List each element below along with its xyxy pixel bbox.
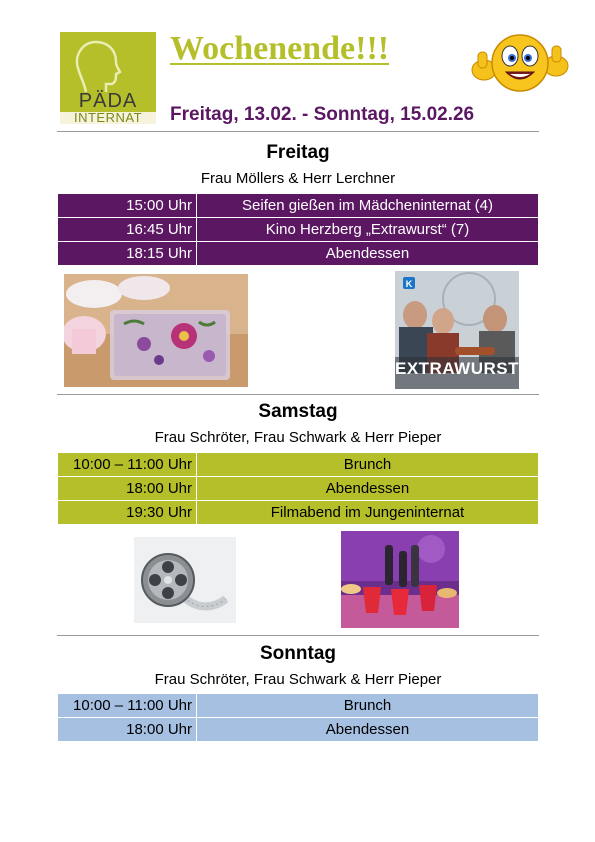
table-row bbox=[58, 218, 539, 242]
day-title-freitag: Freitag bbox=[266, 142, 330, 163]
soap-photo bbox=[64, 274, 248, 387]
time-cell: 18:00 Uhr bbox=[58, 477, 197, 501]
time-cell: 10:00 – 11:00 Uhr bbox=[58, 453, 197, 477]
thumbs-up-smiley-icon bbox=[470, 30, 570, 96]
divider bbox=[57, 131, 539, 132]
table-row bbox=[58, 718, 539, 742]
activity-cell: Abendessen bbox=[197, 477, 539, 501]
table-row bbox=[58, 477, 539, 501]
date-range: Freitag, 13.02. - Sonntag, 15.02.26 bbox=[170, 104, 475, 125]
time-cell: 19:30 Uhr bbox=[58, 501, 197, 525]
time-cell: 18:00 Uhr bbox=[58, 718, 197, 742]
head-profile-icon bbox=[64, 36, 124, 94]
activity-cell: Abendessen bbox=[197, 718, 539, 742]
logo-bottom-text: INTERNAT bbox=[73, 110, 143, 124]
page-title: Wochenende!!! bbox=[170, 30, 390, 67]
table-row bbox=[58, 194, 539, 218]
time-cell: 16:45 Uhr bbox=[58, 218, 197, 242]
table-row bbox=[58, 453, 539, 477]
staff-freitag: Frau Möllers & Herr Lerchner bbox=[200, 170, 396, 187]
film-reel-photo bbox=[134, 537, 236, 623]
activity-cell: Filmabend im Jungeninternat bbox=[197, 501, 539, 525]
staff-sonntag: Frau Schröter, Frau Schwark & Herr Pieper bbox=[154, 671, 442, 688]
activity-cell: Brunch bbox=[197, 453, 539, 477]
logo-top-text: PÄDA bbox=[78, 90, 138, 112]
activity-cell: Kino Herzberg „Extrawurst“ (7) bbox=[197, 218, 539, 242]
day-title-samstag: Samstag bbox=[258, 401, 338, 422]
time-cell: 10:00 – 11:00 Uhr bbox=[58, 694, 197, 718]
table-row bbox=[58, 242, 539, 266]
paeda-internat-logo bbox=[60, 32, 156, 124]
schedule-samstag bbox=[57, 452, 539, 525]
staff-samstag: Frau Schröter, Frau Schwark & Herr Pieper bbox=[154, 429, 442, 446]
poster-caption: EXTRAWURST bbox=[395, 359, 519, 378]
activity-cell: Seifen gießen im Mädcheninternat (4) bbox=[197, 194, 539, 218]
activity-cell: Brunch bbox=[197, 694, 539, 718]
schedule-freitag bbox=[57, 193, 539, 266]
divider bbox=[57, 394, 539, 395]
divider bbox=[57, 635, 539, 636]
activity-cell: Abendessen bbox=[197, 242, 539, 266]
day-title-sonntag: Sonntag bbox=[260, 643, 336, 664]
movie-poster bbox=[395, 271, 519, 389]
schedule-sonntag bbox=[57, 693, 539, 742]
time-cell: 15:00 Uhr bbox=[58, 194, 197, 218]
table-row bbox=[58, 694, 539, 718]
table-row bbox=[58, 501, 539, 525]
party-cups-photo bbox=[341, 531, 459, 628]
svg-text:K: K bbox=[405, 279, 413, 289]
time-cell: 18:15 Uhr bbox=[58, 242, 197, 266]
